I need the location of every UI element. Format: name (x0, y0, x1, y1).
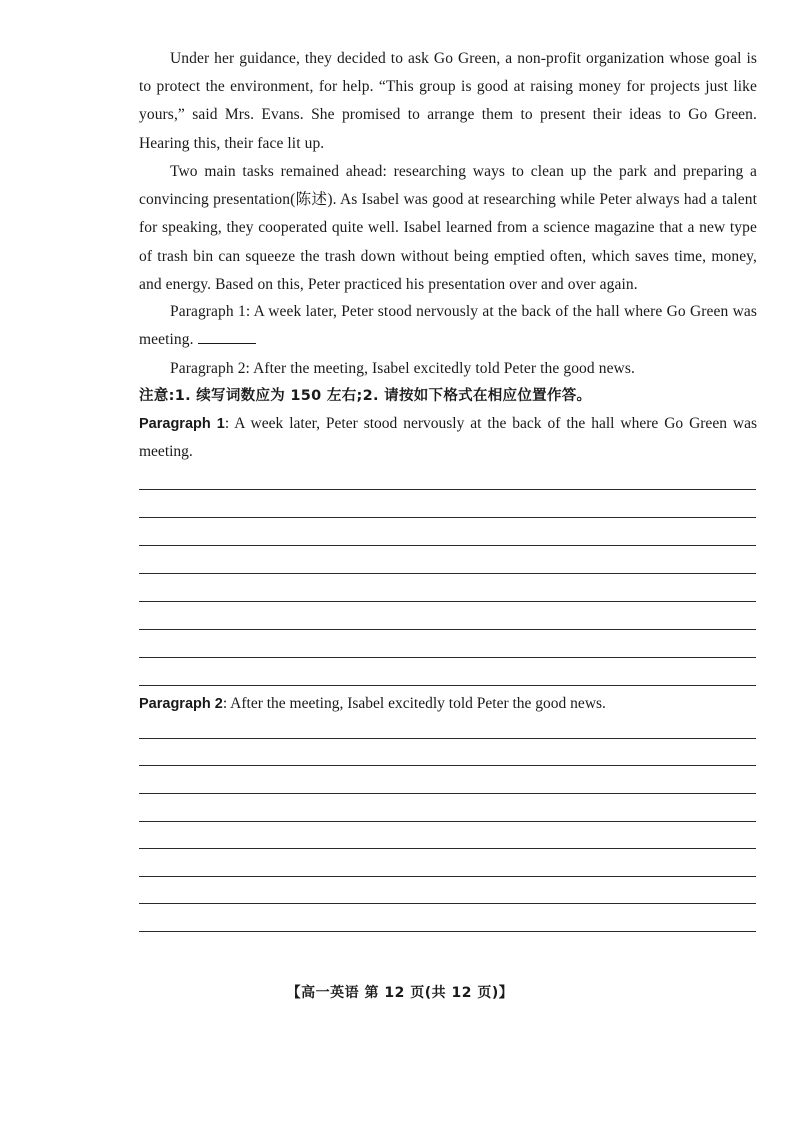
answer-section-1-text: : A week later, Peter stood nervously at the back of the hall where Go Green was meeting. (139, 415, 757, 461)
passage-paragraph-1 (139, 45, 757, 158)
page-footer: 【高一英语 第 12 页(共 12 页)】 (286, 985, 514, 1001)
writing-line[interactable] (139, 931, 756, 932)
writing-line[interactable] (139, 738, 756, 739)
answer-section-1-heading (139, 410, 757, 466)
prompt-paragraph-1 (139, 298, 757, 354)
prompt-paragraph-2 (139, 355, 757, 383)
writing-line[interactable] (139, 903, 756, 904)
writing-line[interactable] (139, 545, 756, 546)
prompt-blank (198, 327, 256, 344)
prompt-paragraph-1-line (139, 298, 757, 354)
writing-line[interactable] (139, 685, 756, 686)
passage-paragraph-2-text: Two main tasks remained ahead: researching ways to clean up the park and preparing a convincing presentation(陈述). As Isabel was good at researching while Peter always had a talent for speaking, they cooperated quite well. Isabel learned from a science magazine that a new type of trash bin can squeeze the trash down without being emptied often, which saves time, money, and energy. Based on this, Peter practiced his presentation over and over again. (139, 163, 757, 293)
instruction-note: 注意:1. 续写词数应为 150 左右;2. 请按如下格式在相应位置作答。 (139, 388, 592, 404)
writing-line[interactable] (139, 821, 756, 822)
writing-line[interactable] (139, 517, 756, 518)
prompt-paragraph-2-text: Paragraph 2: After the meeting, Isabel excitedly told Peter the good news. (170, 360, 635, 377)
writing-line[interactable] (139, 489, 756, 490)
answer-section-2-heading (139, 690, 757, 718)
passage-paragraph-2 (139, 158, 757, 299)
writing-line[interactable] (139, 765, 756, 766)
writing-line[interactable] (139, 601, 756, 602)
writing-line[interactable] (139, 629, 756, 630)
answer-section-2-label: Paragraph 2 (139, 696, 223, 712)
prompt-paragraph-1-text: Paragraph 1: A week later, Peter stood nervously at the back of the hall where Go Green was meeting. (139, 303, 757, 349)
writing-line[interactable] (139, 657, 756, 658)
writing-line[interactable] (139, 793, 756, 794)
answer-section-2-text: : After the meeting, Isabel excitedly told Peter the good news. (222, 695, 606, 712)
writing-line[interactable] (139, 876, 756, 877)
passage-paragraph-1-text: Under her guidance, they decided to ask Go Green, a non-profit organization whose goal is to protect the environment, for help. “This group is good at raising money for projects just like yours,” said Mrs. Evans. She promised to arrange them to present their ideas to Go Green. Hearing this, their face lit up. (139, 50, 757, 152)
writing-line[interactable] (139, 573, 756, 574)
answer-section-1-label: Paragraph 1 (139, 416, 225, 432)
writing-line[interactable] (139, 848, 756, 849)
